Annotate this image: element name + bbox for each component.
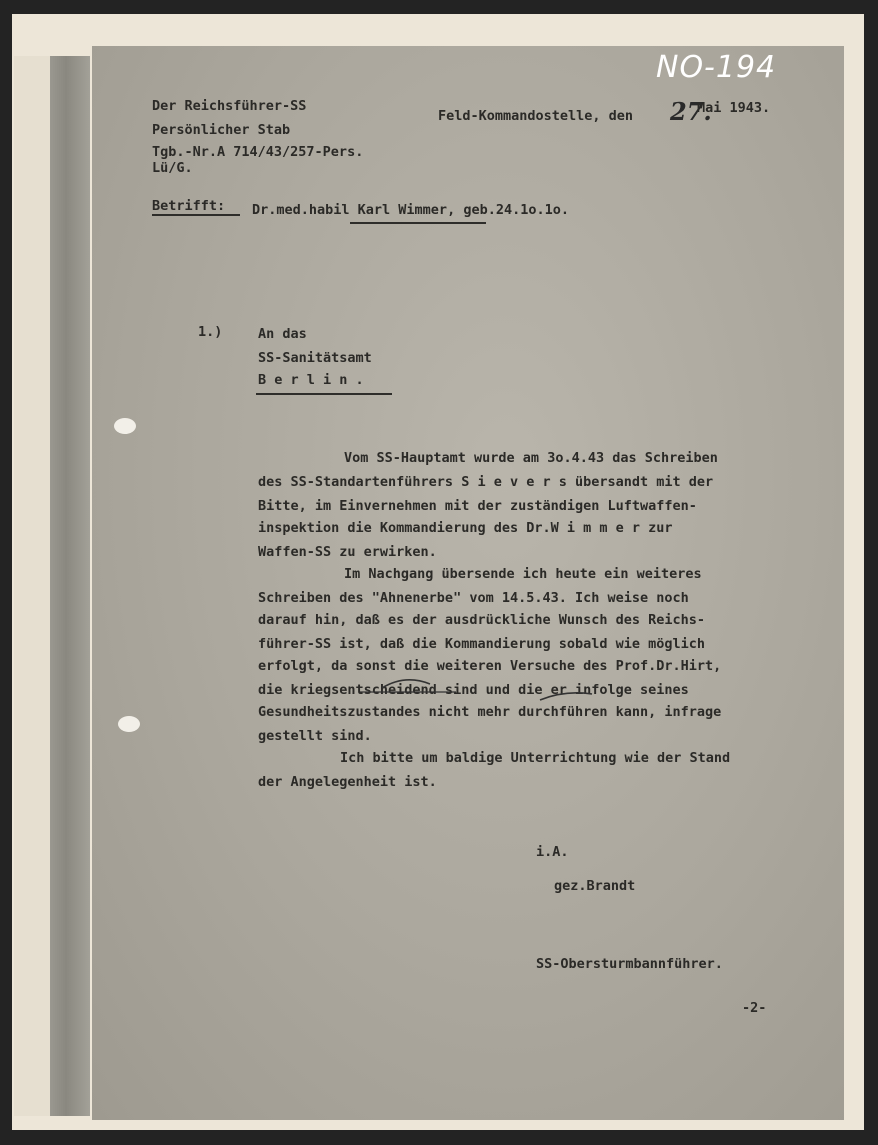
- place-date-prefix: Feld-Kommandostelle, den: [438, 108, 634, 124]
- body-line-1: Vom SS-Hauptamt wurde am 3o.4.43 das Schreiben: [344, 450, 718, 466]
- recipient-line-3: B e r l i n .: [258, 372, 364, 388]
- body-line-6: Im Nachgang übersende ich heute ein weiteres: [344, 566, 702, 582]
- document-number-stamp: NO-194: [656, 50, 777, 85]
- body-line-11: die kriegsentscheidend sind und die er infolge seines: [258, 682, 689, 698]
- body-line-3: Bitte, im Einvernehmen mit der zuständigen Luftwaffen-: [258, 498, 697, 514]
- punch-hole-upper: [114, 418, 136, 434]
- recipient-line-2: SS-Sanitätsamt: [258, 350, 372, 366]
- body-line-8: darauf hin, daß es der ausdrückliche Wunsch des Reichs-: [258, 612, 706, 628]
- body-line-12: Gesundheitszustandes nicht mehr durchführen kann, infrage: [258, 704, 722, 720]
- recipient-city-underline: [256, 393, 392, 395]
- signature-ia: i.A.: [536, 844, 569, 860]
- body-line-15: der Angelegenheit ist.: [258, 774, 437, 790]
- mount-edge-light: [14, 56, 50, 1116]
- sender-line-4: Lü/G.: [152, 160, 193, 176]
- page-marker: -2-: [742, 1000, 767, 1016]
- body-line-5: Waffen-SS zu erwirken.: [258, 544, 437, 560]
- body-line-2: des SS-Standartenführers S i e v e r s übersandt mit der: [258, 474, 714, 490]
- subject-text: Dr.med.habil Karl Wimmer, geb.24.1o.1o.: [252, 202, 569, 218]
- sender-line-2: Persönlicher Stab: [152, 122, 291, 138]
- body-line-10: erfolgt, da sonst die weiteren Versuche des Prof.Dr.Hirt,: [258, 658, 722, 674]
- body-line-7: Schreiben des "Ahnenerbe" vom 14.5.43. Ich weise noch: [258, 590, 689, 606]
- mount-edge-shadow: [50, 56, 90, 1116]
- recipient-line-1: An das: [258, 326, 307, 342]
- signature-name: gez.Brandt: [554, 878, 636, 894]
- sender-line-3: Tgb.-Nr.A 714/43/257-Pers.: [152, 144, 364, 160]
- subject-label: Betrifft:: [152, 198, 226, 214]
- body-line-13: gestellt sind.: [258, 728, 372, 744]
- body-line-9: führer-SS ist, daß die Kommandierung sobald wie möglich: [258, 636, 706, 652]
- subject-label-underline: [152, 214, 240, 216]
- signature-rank: SS-Obersturmbannführer.: [536, 956, 723, 972]
- sender-line-1: Der Reichsführer-SS: [152, 98, 307, 114]
- handwritten-day: 27.: [670, 97, 712, 126]
- handwritten-corrections: [360, 672, 760, 712]
- subject-name-underline: [350, 222, 486, 224]
- body-line-14: Ich bitte um baldige Unterrichtung wie der Stand: [340, 750, 731, 766]
- date-month-year: Mai 1943.: [697, 100, 771, 116]
- recipient-number: 1.): [198, 324, 223, 340]
- body-line-4: inspektion die Kommandierung des Dr.W i m m e r zur: [258, 520, 673, 536]
- punch-hole-lower: [118, 716, 140, 732]
